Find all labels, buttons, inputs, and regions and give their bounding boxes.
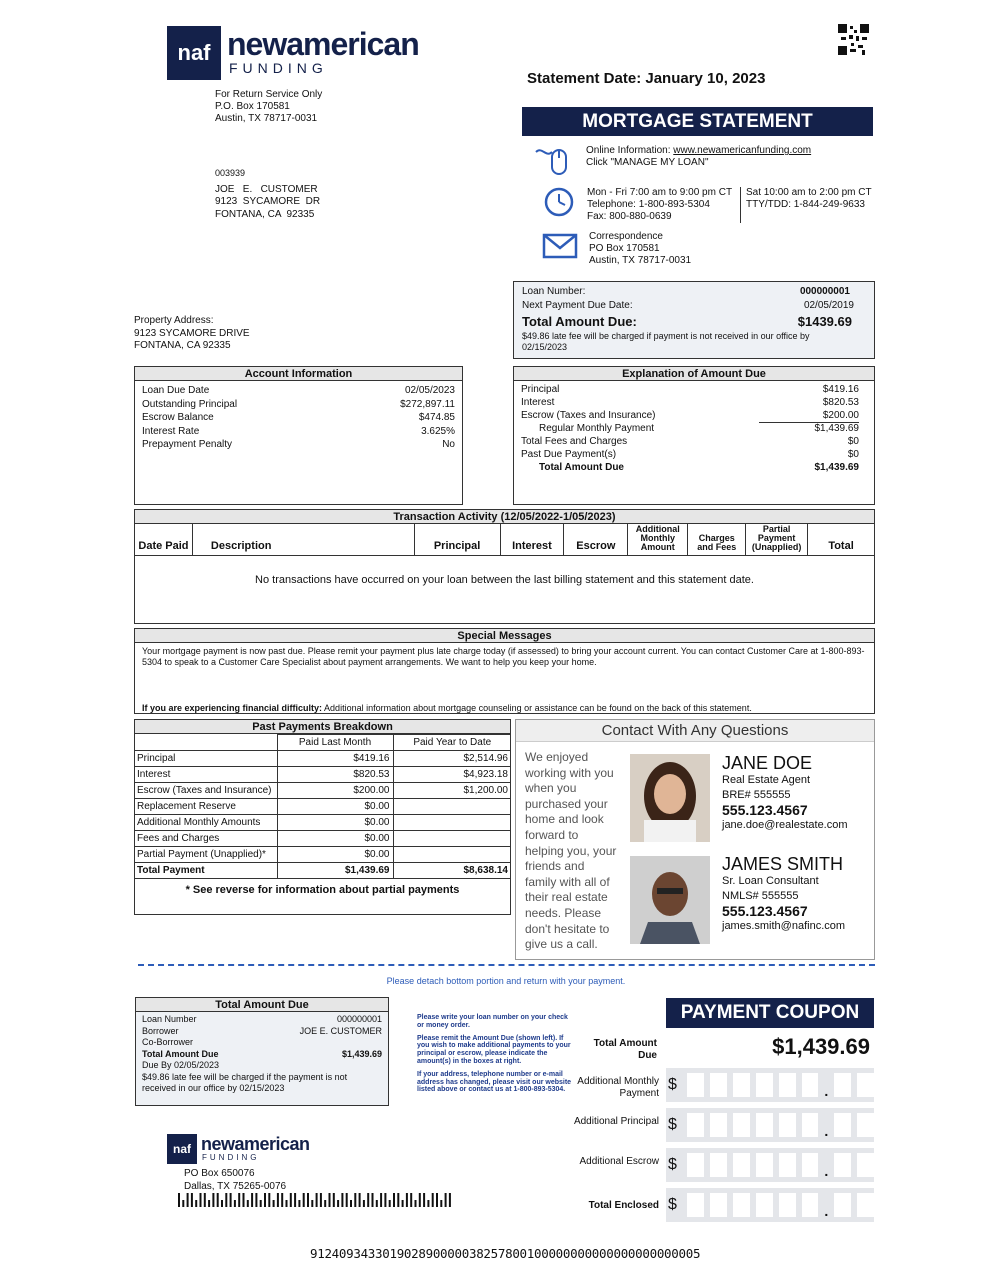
explanation-row: Total Fees and Charges $0 [521, 436, 859, 448]
account-info-row: Prepayment Penalty No [142, 439, 455, 450]
clock-icon [543, 186, 575, 221]
barcode-bar [273, 1200, 275, 1207]
barcode-bar [187, 1193, 189, 1207]
past-payment-row: Total Payment $1,439.69 $8,638.14 [134, 863, 511, 879]
barcode-bar [419, 1193, 421, 1207]
postal-barcode-icon [178, 1193, 452, 1210]
logo-subtitle: FUNDING [229, 60, 328, 76]
property-address: Property Address: 9123 SYCAMORE DRIVE FONTANA, CA 92335 [134, 315, 250, 351]
detach-line [138, 964, 875, 966]
digit-cell[interactable] [733, 1073, 750, 1097]
logo-wordmark: newamerican [227, 26, 419, 62]
barcode-bar [260, 1200, 262, 1207]
past-payment-row: Partial Payment (Unapplied)* $0.00 [134, 847, 511, 863]
special-messages: Special Messages Your mortgage payment is now past due. Please remit your payment plus late charge today (if assessed) to bring your account current. You can contact Customer Care at 1-800-893-5304 to speak to a Customer Care Specialist about payment arrangements. We want to help you keep your home. If you are experiencing financial difficulty: Additional information about mortgage counseling or assistance can be found on the back of this statement. [134, 628, 875, 714]
contact-panel: Contact With Any Questions We enjoyed working with you when you purchased your home and look forward to helping you, your friends and family with all of their real estate needs. Please don't hesitate to give us a call. JANE DOE Real Estate Agent BRE# 555555 555.123.4567 jane.doe@realestate.com JAMES SMITH Sr. Loan Consultant NMLS# 555555 555.123.4567 james.smith@nafinc.com [515, 719, 875, 960]
barcode-bar [298, 1200, 300, 1207]
barcode-bar [255, 1193, 257, 1207]
barcode-bar [372, 1193, 374, 1207]
barcode-bar [225, 1193, 227, 1207]
digit-cell[interactable] [834, 1193, 851, 1217]
digit-cell[interactable] [733, 1193, 750, 1217]
barcode-bar [324, 1200, 326, 1207]
account-info-row: Escrow Balance $474.85 [142, 412, 455, 423]
digit-cell[interactable] [733, 1153, 750, 1177]
barcode-bar [290, 1193, 292, 1207]
digit-cell[interactable] [687, 1073, 704, 1097]
barcode-bar [212, 1193, 214, 1207]
barcode-bar [277, 1193, 279, 1207]
barcode-bar [264, 1193, 266, 1207]
past-payment-row: Fees and Charges $0.00 [134, 831, 511, 847]
website-link[interactable]: www.newamericanfunding.com [673, 145, 812, 156]
barcode-bar [178, 1193, 180, 1207]
explanation-row: Total Amount Due $1,439.69 [539, 461, 859, 473]
digit-cell[interactable] [802, 1193, 819, 1217]
coupon-amount-field[interactable]: $ . [666, 1068, 874, 1102]
barcode-bar [423, 1193, 425, 1207]
coupon-total-label: Total Amount Due [593, 1038, 657, 1061]
explanation-row: Regular Monthly Payment $1,439.69 [539, 423, 859, 435]
barcode-bar [182, 1200, 184, 1207]
digit-cell[interactable] [710, 1113, 727, 1137]
digit-cell[interactable] [834, 1073, 851, 1097]
transaction-empty-message: No transactions have occurred on your loan between the last billing statement and this statement date. [255, 574, 754, 586]
barcode-bar [337, 1200, 339, 1207]
mouse-icon [532, 144, 572, 181]
barcode-bar [432, 1193, 434, 1207]
transaction-column-header: Additional Monthly Amount [628, 524, 688, 555]
barcode-bar [200, 1193, 202, 1207]
barcode-bar [316, 1193, 318, 1207]
barcode-bar [243, 1193, 245, 1207]
barcode-bar [204, 1193, 206, 1207]
agent-photo-james [630, 856, 710, 944]
digit-cell[interactable] [857, 1113, 874, 1137]
customer-address: 003939 JOE E. CUSTOMER 9123 SYCAMORE DR FONTANA, CA 92335 [215, 168, 321, 220]
barcode-bar [320, 1193, 322, 1207]
digit-cell[interactable] [857, 1153, 874, 1177]
digit-cell[interactable] [710, 1073, 727, 1097]
digit-cell[interactable] [710, 1153, 727, 1177]
transaction-column-header: Total [828, 540, 854, 552]
barcode-bar [294, 1193, 296, 1207]
digit-cell[interactable] [756, 1073, 773, 1097]
transaction-header [135, 524, 874, 556]
barcode-bar [427, 1200, 429, 1207]
digit-cell[interactable] [687, 1193, 704, 1217]
payment-coupon-banner: PAYMENT COUPON [666, 998, 874, 1028]
digit-cell[interactable] [756, 1153, 773, 1177]
digit-cell[interactable] [733, 1113, 750, 1137]
explanation-row: Principal $419.16 [521, 384, 859, 395]
transaction-column-header: Principal [415, 524, 501, 555]
barcode-bar [376, 1200, 378, 1207]
barcode-bar [380, 1193, 382, 1207]
barcode-bar [208, 1200, 210, 1207]
barcode-bar [234, 1200, 236, 1207]
coupon-line-label: Additional Escrow [579, 1156, 659, 1167]
barcode-bar [410, 1193, 412, 1207]
barcode-bar [329, 1193, 331, 1207]
mortgage-statement-banner: MORTGAGE STATEMENT [522, 107, 873, 136]
barcode-bar [238, 1193, 240, 1207]
digit-cell[interactable] [687, 1153, 704, 1177]
agent-card-jane: JANE DOE Real Estate Agent BRE# 555555 555.123.4567 jane.doe@realestate.com [722, 753, 848, 831]
envelope-icon [542, 233, 578, 262]
barcode-bar [307, 1193, 309, 1207]
phone-hours: Mon - Fri 7:00 am to 9:00 pm CT Telephone: 1-800-893-5304 Fax: 800-880-0639 [587, 187, 741, 223]
remittance-instructions: Please write your loan number on your check or money order. Please remit the Amount Due (shown left). If you wish to make additional payments to your principal or escrow, please indicate the amount(s) in the boxes at right. If your address, telephone number or e-mail address has changed, please visit our website listed above or contact us at 1-800-893-5304. [417, 1014, 572, 1094]
return-address: For Return Service Only P.O. Box 170581 Austin, TX 78717-0031 [215, 89, 323, 124]
barcode-bar [217, 1193, 219, 1207]
barcode-bar [311, 1200, 313, 1207]
past-payment-row: Additional Monthly Amounts $0.00 [134, 815, 511, 831]
barcode-bar [367, 1193, 369, 1207]
past-payment-row: Principal $419.16 $2,514.96 [134, 751, 511, 767]
barcode-bar [281, 1193, 283, 1207]
barcode-bar [445, 1193, 447, 1207]
remit-address: PO Box 650076 Dallas, TX 75265-0076 [184, 1168, 287, 1192]
weekend-hours: Sat 10:00 am to 2:00 pm CT TTY/TDD: 1-844-249-9633 [746, 187, 872, 210]
ocr-scanline: 912409343301902890000038257800100000000000000000000005 [310, 1246, 701, 1261]
digit-cell[interactable] [857, 1073, 874, 1097]
barcode-bar [393, 1193, 395, 1207]
online-info: Online Information: www.newamericanfunding.com Click "MANAGE MY LOAN" [586, 145, 812, 168]
digit-cell[interactable] [834, 1153, 851, 1177]
agent-photo-jane [630, 754, 710, 842]
digit-cell[interactable] [687, 1113, 704, 1137]
digit-cell[interactable] [710, 1193, 727, 1217]
digit-cell[interactable] [802, 1153, 819, 1177]
barcode-bar [230, 1193, 232, 1207]
correspondence-address: Correspondence PO Box 170581 Austin, TX 78717-0031 [589, 231, 692, 266]
barcode-bar [286, 1200, 288, 1207]
barcode-bar [341, 1193, 343, 1207]
account-info-row: Outstanding Principal $272,897.11 [142, 398, 455, 410]
barcode-bar [415, 1200, 417, 1207]
transaction-column-header: Date Paid [135, 524, 193, 555]
agent-email-james[interactable]: james.smith@nafinc.com [722, 920, 846, 932]
company-logo [167, 26, 447, 82]
past-payment-row: Replacement Reserve $0.00 [134, 799, 511, 815]
contact-blurb: We enjoyed working with you when you purchased your home and look forward to helping you, your friends and family with all of their real estate needs. Please don't hesitate to give us a call. [525, 750, 617, 952]
barcode-bar [333, 1193, 335, 1207]
barcode-bar [363, 1200, 365, 1207]
barcode-bar [384, 1193, 386, 1207]
barcode-bar [247, 1200, 249, 1207]
past-payments-breakdown: Past Payments Breakdown Paid Last Month Paid Year to Date Principal $419.16 $2,514.96 Interest $820.53 $4,923.18 Escrow (Taxes and Insurance) $200.00 $1,200.00 Replacement Reserve $0.00 Additional Monthly Amounts $0.00 Fees and Charges $0.00 Partial Payment (Unapplied)* $0.00 Total Payment $1,439.69 $8,638.14 * See reverse for information about partial payments [134, 719, 511, 915]
transaction-column-header: Interest [501, 524, 565, 555]
barcode-bar [221, 1200, 223, 1207]
agent-card-james: JAMES SMITH Sr. Loan Consultant NMLS# 555555 555.123.4567 james.smith@nafinc.com [722, 854, 846, 932]
digit-cell[interactable] [756, 1193, 773, 1217]
statement-date: Statement Date: January 10, 2023 [527, 70, 766, 87]
barcode-bar [389, 1200, 391, 1207]
account-information: Account Information Loan Due Date 02/05/2023 Outstanding Principal $272,897.11 Escrow Balance $474.85 Interest Rate 3.625% Prepayment Penalty No [134, 366, 463, 505]
explanation-row: Past Due Payment(s) $0 [521, 448, 859, 460]
digit-cell[interactable] [802, 1113, 819, 1137]
barcode-bar [406, 1193, 408, 1207]
digit-cell[interactable] [779, 1193, 796, 1217]
digit-cell[interactable] [756, 1113, 773, 1137]
barcode-bar [268, 1193, 270, 1207]
transaction-column-header: Description [193, 524, 415, 555]
barcode-bar [436, 1193, 438, 1207]
coupon-line-label: Additional Monthly Payment [577, 1076, 659, 1099]
barcode-bar [191, 1193, 193, 1207]
digit-cell[interactable] [779, 1073, 796, 1097]
coupon-total-amount: $1,439.69 [772, 1034, 870, 1059]
transaction-column-header: Escrow [564, 524, 628, 555]
agent-email-jane[interactable]: jane.doe@realestate.com [722, 819, 848, 831]
coupon-amount-field[interactable]: $ . [666, 1148, 874, 1182]
qr-code-icon [838, 24, 869, 55]
digit-cell[interactable] [857, 1193, 874, 1217]
barcode-bar [346, 1193, 348, 1207]
barcode-bar [195, 1200, 197, 1207]
coupon-amount-field[interactable]: $ . [666, 1188, 874, 1222]
barcode-bar [359, 1193, 361, 1207]
account-info-row: Interest Rate 3.625% [142, 425, 455, 437]
barcode-bar [354, 1193, 356, 1207]
barcode-bar [350, 1200, 352, 1207]
barcode-bar [303, 1193, 305, 1207]
explanation-row: Interest $820.53 [521, 396, 859, 408]
past-payment-row: Escrow (Taxes and Insurance) $200.00 $1,200.00 [134, 783, 511, 799]
coupon-line-label: Additional Principal [573, 1116, 659, 1127]
coupon-summary: Total Amount Due Loan Number 000000001 Borrower JOE E. CUSTOMER Co-Borrower Total Amount Due $1,439.69 Due By 02/05/2023 $49.86 late fee will be charged if the payment is not received in our office by 02/15/2023 [135, 997, 389, 1106]
remit-logo: naf newamerican FUNDING [167, 1134, 337, 1166]
barcode-bar [402, 1200, 404, 1207]
past-payment-row: Interest $820.53 $4,923.18 [134, 767, 511, 783]
partial-payment-footnote: * See reverse for information about partial payments [185, 884, 460, 896]
digit-cell[interactable] [834, 1113, 851, 1137]
digit-cell[interactable] [779, 1153, 796, 1177]
barcode-bar [449, 1193, 451, 1207]
account-info-row: Loan Due Date 02/05/2023 [142, 385, 455, 396]
coupon-amount-field[interactable]: $ . [666, 1108, 874, 1142]
logo-mark: naf [167, 26, 221, 80]
barcode-bar [251, 1193, 253, 1207]
barcode-bar [440, 1200, 442, 1207]
digit-cell[interactable] [779, 1113, 796, 1137]
explanation-of-amount-due: Explanation of Amount Due Principal $419.16 Interest $820.53 Escrow (Taxes and Insurance) $200.00 Regular Monthly Payment $1,439.69 Total Fees and Charges $0 Past Due Payment(s) $0 Total Amount Due $1,439.69 [513, 366, 875, 505]
loan-summary-box: Loan Number: 000000001 Next Payment Due Date: 02/05/2019 Total Amount Due: $1439.69 $49.86 late fee will be charged if payment is not received in our office by 02/15/2023 [513, 281, 875, 359]
explanation-row: Escrow (Taxes and Insurance) $200.00 [521, 410, 859, 424]
digit-cell[interactable] [802, 1073, 819, 1097]
barcode-bar [397, 1193, 399, 1207]
transaction-column-header: Charges and Fees [688, 524, 746, 555]
transaction-column-header: Partial Payment (Unapplied) [746, 524, 808, 555]
coupon-line-label: Total Enclosed [588, 1200, 659, 1211]
transaction-activity: Transaction Activity (12/05/2022-1/05/2023) Date Paid Description Principal Interest Escrow Additional Monthly Amount Charges and Fees Partial Payment (Unapplied) Total No transactions have occurred on your loan between the last billing statement and this statement date. [134, 509, 875, 624]
detach-instruction: Please detach bottom portion and return with your payment. [386, 976, 626, 986]
